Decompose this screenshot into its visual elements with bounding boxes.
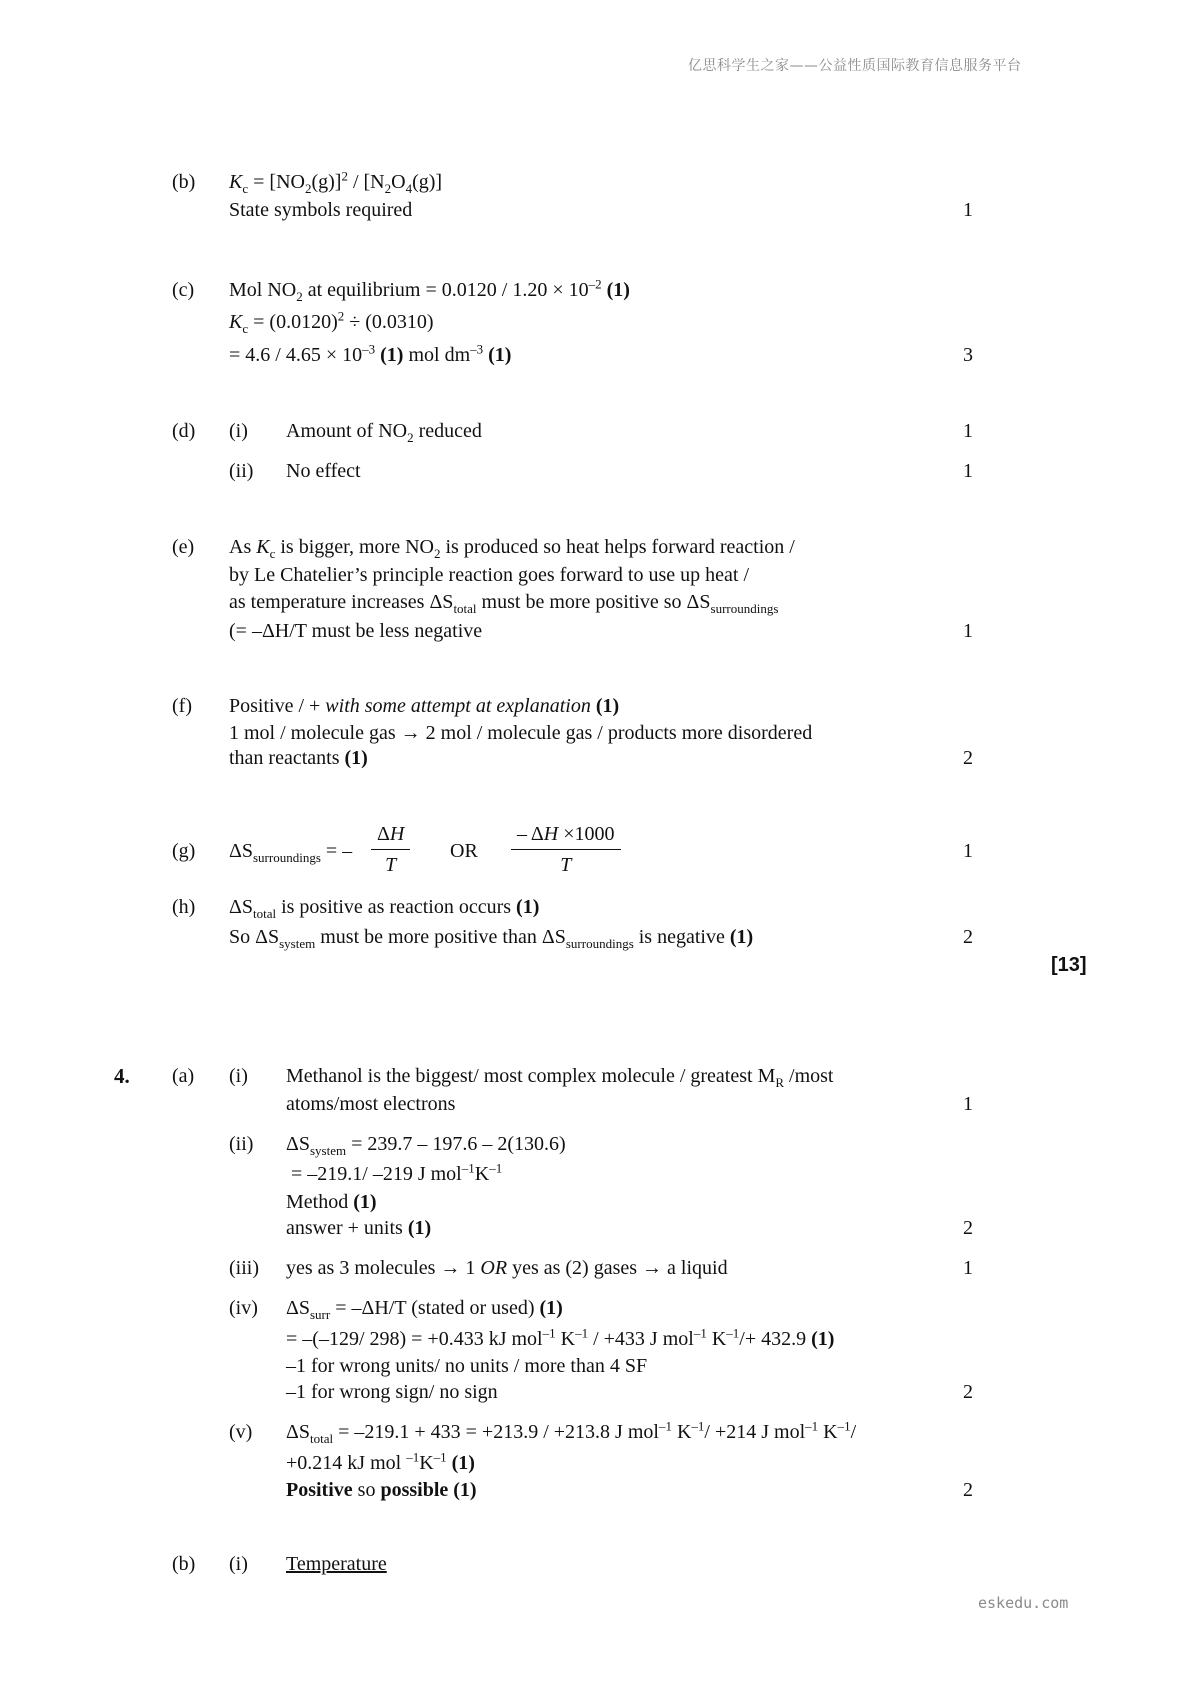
mark-value: 2: [963, 1479, 973, 1501]
mark-value: 1: [963, 199, 973, 221]
part-label: (f): [172, 695, 192, 717]
part-label: (e): [172, 536, 195, 558]
answer-line: $K_c = [NO_2(g)]^2 / [N_2O_4(g)]$: [229, 168, 443, 196]
answer-line: answer + units (1): [286, 1217, 432, 1239]
answer-line: –1 for wrong sign/ no sign: [286, 1381, 498, 1403]
subpart-label: (i): [229, 420, 248, 442]
subpart-label: (i): [229, 1065, 248, 1087]
answer-line: = $4.6 / 4.65 \times 10^{-3}$ (1) mol $dm^{-3}$ (1): [229, 341, 512, 366]
subpart-label: (ii): [229, 460, 254, 482]
answer-line: Amount of $NO_2$ reduced: [286, 420, 482, 445]
answer-line: $\Delta S_{total} = -219.1 + 433 = +213.9 / +213.8$ J mol$^{-1}$ $K^{-1}/ +214$ J mol$^{-1}$ $K^{-1}/$: [286, 1418, 857, 1446]
answer-line: So $\Delta S_{system}$ must be more positive than $\Delta S_{surroundings}$ is negative (1): [229, 926, 754, 951]
part-label: (c): [172, 279, 195, 301]
question-total: [13]: [1051, 954, 1087, 976]
answer-line: Mol $NO_2$ at equilibrium = $0.0120 / 1.20 \times 10^{-2}$ (1): [229, 276, 630, 304]
answer-line: $K_c = (0.0120)^2 \div (0.0310)$: [229, 308, 434, 336]
mark-value: 2: [963, 1217, 973, 1239]
answer-line: = –219.1/ –219 J $mol^{-1}K^{-1}$: [286, 1160, 503, 1185]
answer-line: than reactants (1): [229, 747, 368, 769]
fraction-delta-h-over-t: $\frac{\Delta H}{T}$: [371, 822, 410, 877]
part-label: (a): [172, 1065, 195, 1087]
answer-line: +0.214 kJ mol $^{-1}K^{-1}$ (1): [286, 1449, 475, 1474]
fraction-kj-over-t: $\frac{- \Delta H \times 1000}{T}$: [511, 822, 621, 877]
answer-line: –1 for wrong units/ no units / more than 4 SF: [286, 1355, 648, 1377]
answer-line: $\Delta S_{total}$ is positive as reaction occurs (1): [229, 896, 540, 921]
answer-line: No effect: [286, 460, 361, 482]
answer-line: As $K_c$ is bigger, more $NO_2$ is produced so heat helps forward reaction /: [229, 536, 795, 561]
mark-value: 1: [963, 420, 973, 442]
part-label: (b): [172, 1553, 196, 1575]
answer-line: $\Delta S_{surroundings}$ = –: [229, 840, 353, 865]
answer-line: by Le Chatelier’s principle reaction goes forward to use up heat /: [229, 564, 750, 586]
subpart-label: (iv): [229, 1297, 258, 1319]
answer-line: = –(–129/ 298) = +0.433 kJ mol$^{-1}$ $K^{-1} / +433$ J mol$^{-1}$ $K^{-1}/+ 432.9$ (1): [286, 1325, 835, 1350]
answer-line: Positive / + with some attempt at explanation (1): [229, 695, 620, 717]
subpart-label: (v): [229, 1421, 253, 1443]
answer-line: (= –ΔH/T must be less negative: [229, 620, 483, 642]
mark-value: 1: [963, 460, 973, 482]
part-label: (g): [172, 840, 196, 862]
mark-value: 1: [963, 840, 973, 862]
mark-value: 2: [963, 1381, 973, 1403]
answer-line: State symbols required: [229, 199, 413, 221]
subpart-label: (i): [229, 1553, 248, 1575]
subpart-label: (iii): [229, 1257, 259, 1279]
answer-line: 1 mol / molecule gas → 2 mol / molecule gas / products more disordered: [229, 722, 813, 744]
answer-line: atoms/most electrons: [286, 1093, 456, 1115]
part-label: (b): [172, 171, 196, 193]
footer-site: eskedu.com: [978, 1594, 1069, 1612]
answer-line: Method (1): [286, 1191, 377, 1213]
mark-value: 2: [963, 926, 973, 948]
answer-line: yes as 3 molecules → 1 OR yes as (2) gases → a liquid: [286, 1257, 728, 1279]
part-label: (d): [172, 420, 196, 442]
mark-value: 1: [963, 620, 973, 642]
subpart-label: (ii): [229, 1133, 254, 1155]
or-text: OR: [450, 840, 478, 862]
answer-line: $\Delta S_{system} = 239.7 - 197.6 - 2(130.6)$: [286, 1133, 566, 1158]
question-number: 4.: [114, 1064, 130, 1088]
mark-value: 3: [963, 344, 973, 366]
answer-line: $\Delta S_{surr} = -\Delta H/T$ (stated or used) (1): [286, 1297, 563, 1322]
mark-value: 2: [963, 747, 973, 769]
header-watermark: 亿思科学生之家——公益性质国际教育信息服务平台: [688, 58, 1022, 74]
part-label: (h): [172, 896, 196, 918]
answer-line: Methanol is the biggest/ most complex molecule / greatest $M_R$ /most: [286, 1065, 834, 1090]
answer-line: as temperature increases $\Delta S_{total}$ must be more positive so $\Delta S_{surroundings}$: [229, 591, 779, 616]
mark-value: 1: [963, 1257, 973, 1279]
answer-line: Positive so possible (1): [286, 1479, 477, 1501]
answer-line: Temperature: [286, 1553, 387, 1575]
mark-value: 1: [963, 1093, 973, 1115]
